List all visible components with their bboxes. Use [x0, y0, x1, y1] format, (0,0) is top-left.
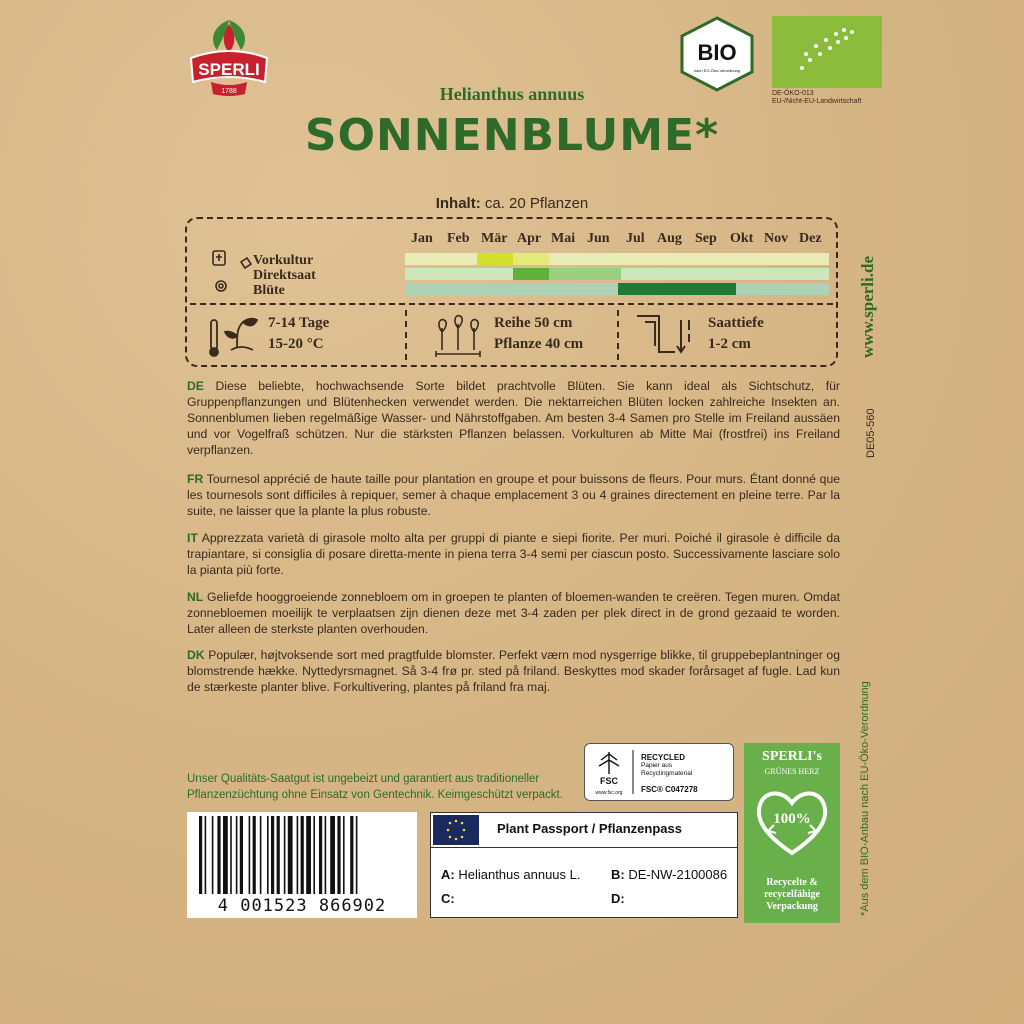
- badge-footer: Recycelte & recycelfähige Verpackung: [764, 877, 820, 912]
- description-text: Geliefde hooggroeiende zonnebloem om in groepen te planten of bloemen-wanden te creëren. Tegen muren. Omdat zonnebloemen moeilijk te verplaatsen zijn dienen deze met 3-4 zaden per plek direct in de grond gezaaid te worden. Later alleen de sterkste planten overhouden.: [187, 590, 840, 636]
- contents-value: ca. 20 Pflanzen: [484, 195, 589, 212]
- quality-statement: Unser Qualitäts-Saatgut ist ungebeizt und garantiert aus traditioneller Pflanzenzüchtung ohne Einsatz von Gentechnik. Keimgeschützt verpackt.: [187, 773, 563, 801]
- barcode-bar: [253, 816, 256, 894]
- footnote-text: *Aus dem BIO-Anbau nach EU-Öko-Verordnung: [859, 681, 871, 916]
- field-label: B:: [611, 867, 625, 882]
- brand-name: SPERLI: [198, 60, 260, 79]
- depth-label: Saattiefe: [708, 315, 764, 331]
- depth-value: 1-2 cm: [708, 336, 751, 352]
- barcode-bar: [350, 816, 353, 894]
- row-label-bluete: Blüte: [253, 283, 285, 298]
- brand-year: 1788: [221, 88, 237, 95]
- field-label: C:: [441, 891, 455, 906]
- month-label: Jul: [626, 231, 645, 246]
- fsc-label: [584, 743, 734, 801]
- vorkultur-bar-bg: [405, 253, 829, 265]
- barcode-bar: [330, 816, 335, 894]
- barcode-bar: [337, 816, 340, 894]
- barcode-bar: [205, 816, 207, 894]
- month-label: Okt: [730, 231, 754, 246]
- lang-code: NL: [187, 590, 204, 604]
- description-text: Diese beliebte, hochwachsende Sorte bildet prachtvolle Blüten. Sie kann ideal als Sichtschutz, für Gruppenpflanzungen und Blütenhecken verwendet werden. Die nektarreichen Blüten locken zahlreiche Insekten an. Sonnenblumen lieben regelmäßige Wasser- und Nährstoffgaben. Am besten 3-4 Samen pro Stelle im Freiland aussäen und vor Vogelfraß schützen. Nur die stärksten Pflanzen belassen. Vorkulturen ab Mitte Mai (frostfrei) ins Freiland verpflanzen.: [187, 379, 840, 457]
- article-number: [860, 400, 880, 460]
- row-label-direktsaat: Direktsaat: [253, 268, 316, 283]
- barcode-bar: [306, 816, 311, 894]
- contents-line: [0, 195, 1024, 212]
- barcode-bar: [199, 816, 202, 894]
- website-label: www.sperli.de: [858, 256, 877, 358]
- fsc-logo-text: FSC: [600, 776, 618, 786]
- barcode-bar: [325, 816, 327, 894]
- description-fr: [187, 471, 840, 519]
- latin-name: Helianthus annuus: [439, 84, 585, 104]
- bio-label: BIO: [697, 40, 737, 65]
- barcode-bar: [212, 816, 214, 894]
- month-label: Apr: [517, 231, 542, 246]
- germination-days: 7-14 Tage: [268, 315, 330, 331]
- description-text: Populær, højtvoksende sort med pragtfulde blomster. Perfekt værn mod nysgerrige blikke, til gruppebeplantninger og blomstrende hække. Nyttedyrsmagnet. Så 3-4 frø pr. sted på friland. Beskyttes mod skader forårsaget af fugle. Lad kun de stærkeste planter blive. Forkultivering, plantes på friland fra maj.: [187, 648, 840, 694]
- barcode-bar: [236, 816, 238, 894]
- barcode-bar: [288, 816, 293, 894]
- barcode-bar: [260, 816, 262, 894]
- germination-icon: [207, 310, 262, 360]
- website-text: [851, 230, 881, 360]
- depth-info: [708, 313, 764, 355]
- barcode-bar: [249, 816, 251, 894]
- month-label: Feb: [447, 231, 470, 246]
- spacing-icon: [432, 310, 484, 360]
- barcode-bar: [301, 816, 304, 894]
- bio-seal: [678, 16, 756, 92]
- field-value: DE-NW-2100086: [628, 867, 728, 882]
- barcode-bar: [240, 816, 243, 894]
- passport-field-b: [611, 867, 727, 882]
- passport-field-a: [441, 867, 581, 882]
- badge-title: SPERLI's: [762, 749, 822, 764]
- barcode-bar: [223, 816, 228, 894]
- month-label: Sep: [695, 231, 717, 246]
- barcode-bar: [313, 816, 315, 894]
- badge-subtitle: GRÜNES HERZ: [764, 767, 820, 776]
- month-label: Jan: [411, 231, 433, 246]
- month-label: Mär: [481, 231, 508, 246]
- field-label: A:: [441, 867, 455, 882]
- eu-flag-icon: [433, 815, 479, 845]
- plant-spacing: Pflanze 40 cm: [494, 336, 584, 352]
- bio-sub: nach EG-Öko-Verordnung: [693, 68, 741, 73]
- field-label: D:: [611, 891, 625, 906]
- description-it: [187, 530, 840, 578]
- info-divider: [617, 310, 619, 360]
- description-text: Tournesol apprécié de haute taille pour plantation en groupe et pour buissons de fleurs. Pour murs. Étant donné que les tournesols sont difficiles à repiquer, semer à chaque emplacement 3 ou 4 graines directement en pleine terre. Par la suite, ne laisser que la plante la plus robuste.: [187, 472, 840, 518]
- description-text: Apprezzata varietà di girasole molto alta per gruppi di piante e siepi fiorite. Per muri. Poiché il girasole è difficile da trapiantare, si consiglia di posare diretta-mente in piena terra 3-4 semi per ciascun posto. Successivamente lasciare solo la pianta più forte.: [187, 531, 840, 577]
- barcode-bar: [356, 816, 358, 894]
- row-label-vorkultur: Vorkultur: [253, 253, 314, 268]
- barcode-bar: [319, 816, 322, 894]
- eu-organic-leaf-logo: [772, 16, 882, 88]
- month-label: Nov: [764, 231, 789, 246]
- germination-temp: 15-20 °C: [268, 336, 324, 352]
- vorkultur-period: [477, 253, 513, 265]
- barcode-bar: [343, 816, 345, 894]
- barcode-bar: [230, 816, 232, 894]
- recycle-heart-icon: [752, 783, 832, 859]
- description-dk: [187, 647, 840, 695]
- lang-code: IT: [187, 531, 198, 545]
- germination-info: [268, 313, 329, 355]
- sowing-depth-icon: [635, 312, 695, 358]
- fsc-site: www.fsc.org: [595, 790, 623, 796]
- description-nl: [187, 589, 840, 637]
- barcode-number: 4 001523 866902: [217, 896, 387, 916]
- sowing-icons: [207, 248, 255, 298]
- article-number-label: DE05-560: [865, 408, 877, 458]
- direktsaat-period: [513, 268, 549, 280]
- month-label: Aug: [657, 231, 682, 246]
- fsc-tree-icon: [599, 752, 619, 774]
- eu-code-line: EU-/Nicht-EU-Landwirtschaft: [772, 98, 862, 105]
- bluete-period: [618, 283, 736, 295]
- organic-footnote: [848, 620, 878, 920]
- barcode-bar: [217, 816, 220, 894]
- bluete-bar-bg: [405, 283, 829, 295]
- barcode-bar: [267, 816, 269, 894]
- badge-percent: 100%: [773, 811, 811, 827]
- barcode: [187, 812, 417, 918]
- passport-field-c: [441, 891, 455, 906]
- vorkultur-period: [513, 253, 549, 265]
- row-spacing: Reihe 50 cm: [494, 315, 573, 331]
- flower-icon: [216, 281, 226, 291]
- contents-label: Inhalt:: [435, 195, 481, 212]
- green-heart-badge: [744, 743, 840, 923]
- direktsaat-period: [549, 268, 621, 280]
- barcode-bar: [271, 816, 274, 894]
- spacing-info: [494, 313, 583, 355]
- seed-icon: [241, 258, 251, 268]
- eu-code-line: DE-ÖKO-013: [772, 90, 814, 97]
- product-title: SONNENBLUME*: [304, 110, 720, 161]
- fsc-code: FSC® C047278: [641, 785, 698, 794]
- lang-code: FR: [187, 472, 204, 486]
- month-label: Mai: [551, 231, 576, 246]
- fsc-sub: Papier aus Recyclingmaterial: [641, 762, 693, 777]
- barcode-bar: [277, 816, 280, 894]
- plant-passport: [430, 812, 738, 918]
- barcode-bar: [284, 816, 286, 894]
- lang-code: DK: [187, 648, 205, 662]
- lang-code: DE: [187, 379, 204, 393]
- month-label: Jun: [587, 231, 610, 246]
- info-divider: [405, 310, 407, 360]
- field-value: Helianthus annuus L.: [458, 867, 581, 882]
- description-de: [187, 378, 840, 458]
- passport-title: Plant Passport / Pflanzenpass: [497, 821, 682, 836]
- passport-field-d: [611, 891, 625, 906]
- month-label: Dez: [799, 231, 822, 246]
- calendar-divider: [190, 303, 833, 305]
- fsc-recycled: RECYCLED: [641, 753, 686, 762]
- barcode-bar: [297, 816, 299, 894]
